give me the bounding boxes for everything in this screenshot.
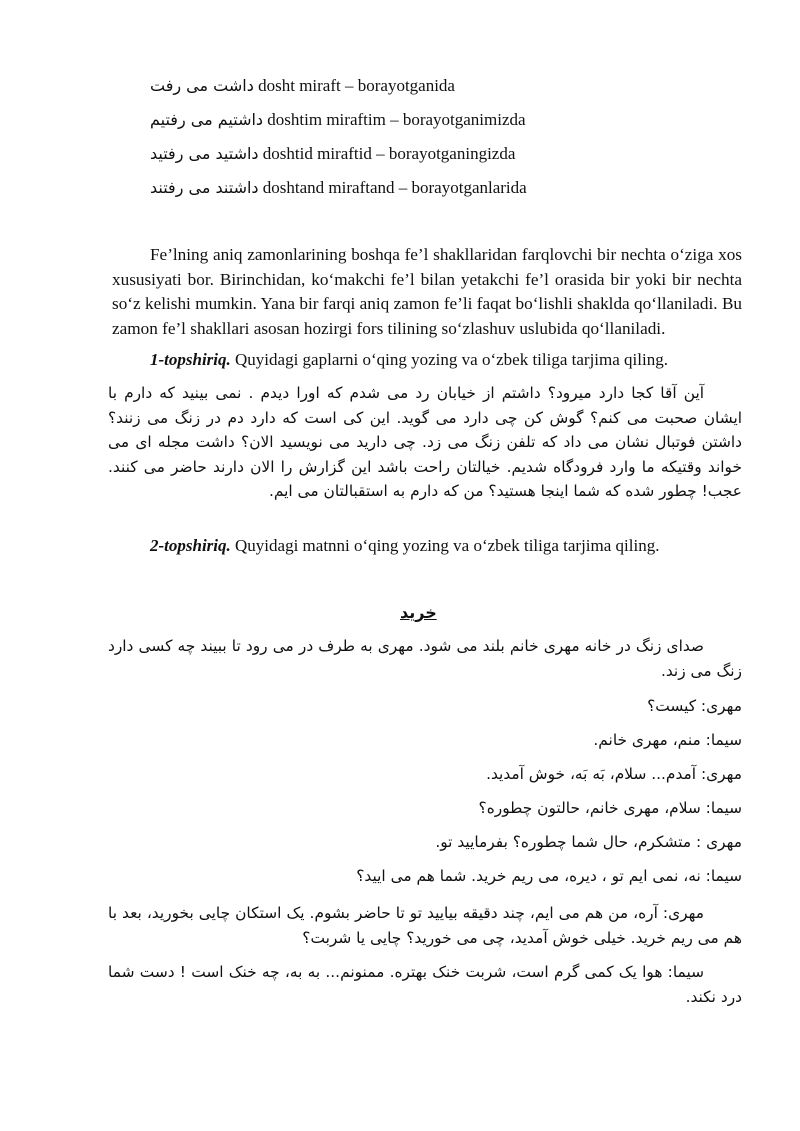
dialogue-intro-text: صدای زنگ در خانه مهری خانم بلند می شود. مهری به طرف در می رود تا ببیند چه کسی دارد زنگ می زند.: [108, 637, 742, 680]
conjugation-line: [150, 178, 527, 198]
dialogue-line: سیما: نه، نمی ایم تو ، دیره، می ریم خرید. شما هم می ایید؟: [356, 867, 742, 885]
conjugation-line: [150, 144, 515, 164]
dialogue-line: سیما: سلام، مهری خانم، حالتون چطوره؟: [478, 799, 742, 817]
persian-verb: داشتید می رفتید: [150, 144, 259, 163]
dialogue-line: سیما: منم، مهری خانم.: [593, 731, 742, 749]
dialogue-paragraph: [108, 901, 742, 950]
task-2-heading: [150, 536, 659, 556]
explanation-paragraph: [112, 243, 742, 341]
dialogue-paragraph-text: مهری: آره، من هم می ایم، چند دقیقه بیایید تو تا حاضر بشوم. یک استکان چایی بخورید، بعد با هم می ریم خرید. خیلی خوش آمدید، چی می خورید؟ چایی یا شربت؟: [108, 904, 742, 947]
persian-verb: داشت می رفت: [150, 76, 254, 95]
dialogue-paragraph-text: سیما: هوا یک کمی گرم است، شربت خنک بهتره. ممنونم... به به، چه خنک است ! دست شما درد نکند.: [108, 963, 742, 1006]
dialogue-paragraph: [108, 960, 742, 1009]
dialogue-line: مهری : متشکرم، حال شما چطوره؟ بفرمایید تو.: [435, 833, 742, 851]
persian-verb: داشتیم می رفتیم: [150, 110, 264, 129]
task-1-sentences: آین آقا کجا دارد میرود؟ داشتم از خیابان رد می شدم که اورا دیدم . نمی بینید که دارم با ایشان صحبت می کنم؟ گوش کن چی دارد می گوید. این کی است که دارد دم در زنگ می زنند؟ داشتن فوتبال نشان می داد که تلفن زنگ می زد. چی دارید می نویسید الان؟ داشت مجله ای می خواند وقتیکه ما وارد فرودگاه شدیم. خیالتان راحت باشد این گزارش را الان دارند حاضر می کنند. عجب! چطور شده که شما اینجا هستید؟ من که دارم به استقبالتان می ایم.: [108, 384, 742, 500]
conjugation-line: [150, 76, 455, 96]
latin-translation: dosht miraft – borayotganida: [258, 76, 455, 95]
dialogue-title: خرید: [400, 603, 437, 622]
task-1-text: [108, 381, 742, 504]
dialogue-line: مهری: آمدم... سلام، بَه بَه، خوش آمدید.: [486, 765, 742, 783]
conjugation-line: [150, 110, 526, 130]
task-2-label: 2-topshiriq.: [150, 536, 231, 555]
dialogue-intro: [108, 634, 742, 683]
task-1-instruction: Quyidagi gaplarni o‘qing yozing va o‘zbek tiliga tarjima qiling.: [235, 350, 668, 369]
dialogue-line: مهری: کیست؟: [647, 697, 742, 715]
latin-translation: doshtand miraftand – borayotganlarida: [262, 178, 527, 197]
explanation-text: Fe’lning aniq zamonlarining boshqa fe’l shakllaridan farqlovchi bir nechta o‘ziga xos xususiyati bor. Birinchidan, ko‘makchi fe’l bilan yetakchi fe’l orasida bir yoki bir nechta so‘z kelishi mumkin. Yana bir farqi aniq zamon fe’li faqat bo‘lishli shaklda qo‘llaniladi. Bu zamon fe’l shakllari asosan hozirgi fors tilining so‘zlashuv uslubida qo‘llaniladi.: [112, 245, 742, 338]
task-2-instruction: Quyidagi matnni o‘qing yozing va o‘zbek tiliga tarjima qiling.: [235, 536, 660, 555]
task-1-heading: [150, 350, 668, 370]
latin-translation: doshtim miraftim – borayotganimizda: [267, 110, 526, 129]
persian-verb: داشتند می رفتند: [150, 178, 259, 197]
task-1-label: 1-topshiriq.: [150, 350, 231, 369]
latin-translation: doshtid miraftid – borayotganingizda: [262, 144, 516, 163]
